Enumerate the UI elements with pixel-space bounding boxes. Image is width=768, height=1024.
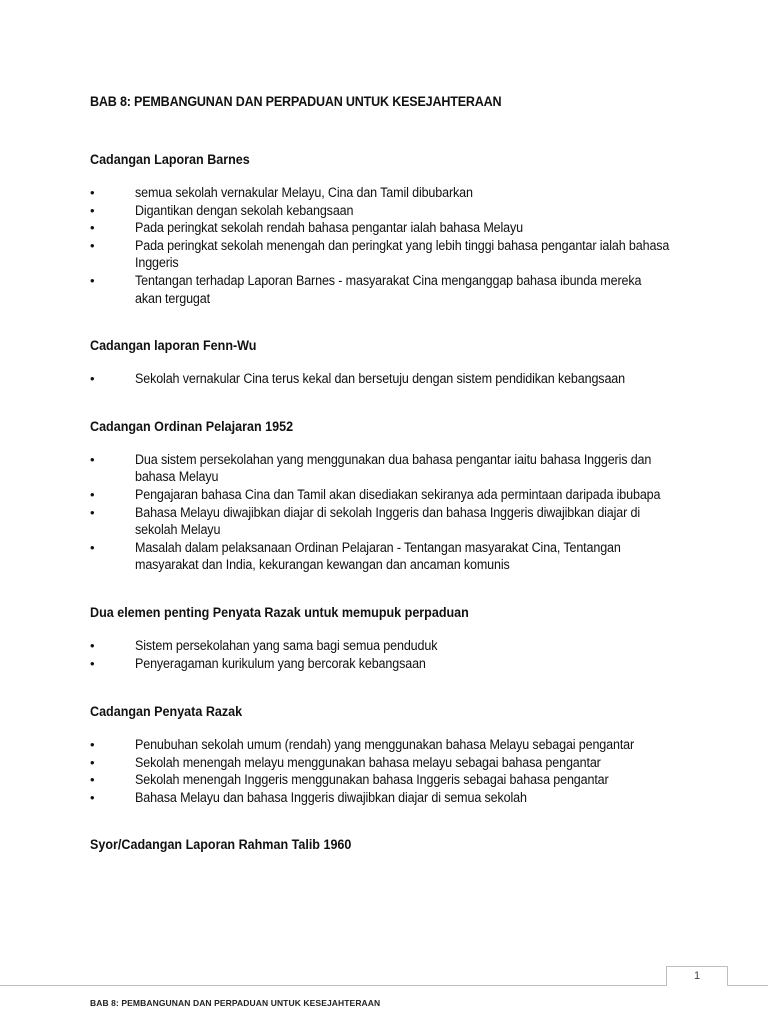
list-item: • Pada peringkat sekolah menengah dan peringkat yang lebih tinggi bahasa pengantar ialah bahasa Inggeris <box>90 237 670 271</box>
bullet-icon: • <box>90 637 95 653</box>
section-heading: Cadangan Laporan Barnes <box>90 152 250 167</box>
bullet-icon: • <box>90 486 95 502</box>
list-item: • Pengajaran bahasa Cina dan Tamil akan disediakan sekiranya ada permintaan daripada ibubapa <box>90 486 661 502</box>
list-item: • Masalah dalam pelaksanaan Ordinan Pelajaran - Tentangan masyarakat Cina, Tentangan masyarakat dan India, kekurangan kewangan dan ancaman komunis <box>90 539 621 573</box>
list-item: • Bahasa Melayu dan bahasa Inggeris diwajibkan diajar di semua sekolah <box>90 789 527 805</box>
bullet-icon: • <box>90 272 95 288</box>
bullet-icon: • <box>90 237 95 253</box>
section-laporan-barnes <box>90 151 670 307</box>
section-cadangan-penyata-razak <box>90 703 670 806</box>
section-laporan-fenn-wu <box>90 337 670 388</box>
list-item: • Penyeragaman kurikulum yang bercorak kebangsaan <box>90 655 426 671</box>
page-footer: BAB 8: PEMBANGUNAN DAN PERPADUAN UNTUK KESEJAHTERAAN <box>90 998 381 1008</box>
bullet-icon: • <box>90 504 95 520</box>
bullet-icon: • <box>90 789 95 805</box>
section-heading: Cadangan Ordinan Pelajaran 1952 <box>90 418 294 434</box>
bullet-list <box>90 637 670 672</box>
list-item: • Sekolah menengah Inggeris menggunakan bahasa Inggeris sebagai bahasa pengantar <box>90 772 609 788</box>
document-title: BAB 8: PEMBANGUNAN DAN PERPADUAN UNTUK KESEJAHTERAAN <box>90 94 502 109</box>
bullet-list <box>90 451 670 574</box>
bullet-icon: • <box>90 737 95 753</box>
bullet-icon: • <box>90 371 95 387</box>
bullet-icon: • <box>90 185 95 200</box>
section-heading: Dua elemen penting Penyata Razak untuk memupuk perpaduan <box>90 604 469 620</box>
list-item: • Penubuhan sekolah umum (rendah) yang menggunakan bahasa Melayu sebagai pengantar <box>90 737 635 753</box>
bullet-icon: • <box>90 539 95 555</box>
list-item: • semua sekolah vernakular Melayu, Cina dan Tamil dibubarkan <box>90 185 473 200</box>
bullet-icon: • <box>90 655 95 671</box>
document-body <box>90 93 670 854</box>
bullet-icon: • <box>90 754 95 770</box>
list-item: • Sekolah vernakular Cina terus kekal dan bersetuju dengan sistem pendidikan kebangsaan <box>90 371 625 387</box>
footer-divider <box>0 985 768 986</box>
bullet-icon: • <box>90 451 95 467</box>
list-item: • Pada peringkat sekolah rendah bahasa pengantar ialah bahasa Melayu <box>90 220 523 236</box>
bullet-list <box>90 370 670 388</box>
list-item: • Sekolah menengah melayu menggunakan bahasa melayu sebagai bahasa pengantar <box>90 754 601 770</box>
list-item: • Digantikan dengan sekolah kebangsaan <box>90 202 354 218</box>
section-heading: Cadangan Penyata Razak <box>90 704 243 720</box>
section-elemen-penyata-razak <box>90 604 670 672</box>
section-heading: Cadangan laporan Fenn-Wu <box>90 338 257 354</box>
list-item: • Tentangan terhadap Laporan Barnes - masyarakat Cina menganggap bahasa ibunda mereka akan tergugat <box>90 272 642 306</box>
bullet-list <box>90 736 670 806</box>
bullet-icon: • <box>90 220 95 236</box>
section-heading: Syor/Cadangan Laporan Rahman Talib 1960 <box>90 837 352 853</box>
bullet-list <box>90 184 670 307</box>
bullet-icon: • <box>90 202 95 218</box>
page-number: 1 <box>666 966 728 986</box>
list-item: • Bahasa Melayu diwajibkan diajar di sekolah Inggeris dan bahasa Inggeris diwajibkan diajar di sekolah Melayu <box>90 504 641 538</box>
section-ordinan-pelajaran-1952 <box>90 418 670 574</box>
bullet-icon: • <box>90 772 95 788</box>
list-item: • Sistem persekolahan yang sama bagi semua penduduk <box>90 637 438 653</box>
section-laporan-rahman-talib <box>90 836 670 854</box>
list-item: • Dua sistem persekolahan yang menggunakan dua bahasa pengantar iaitu bahasa Inggeris dan bahasa Melayu <box>90 451 652 485</box>
